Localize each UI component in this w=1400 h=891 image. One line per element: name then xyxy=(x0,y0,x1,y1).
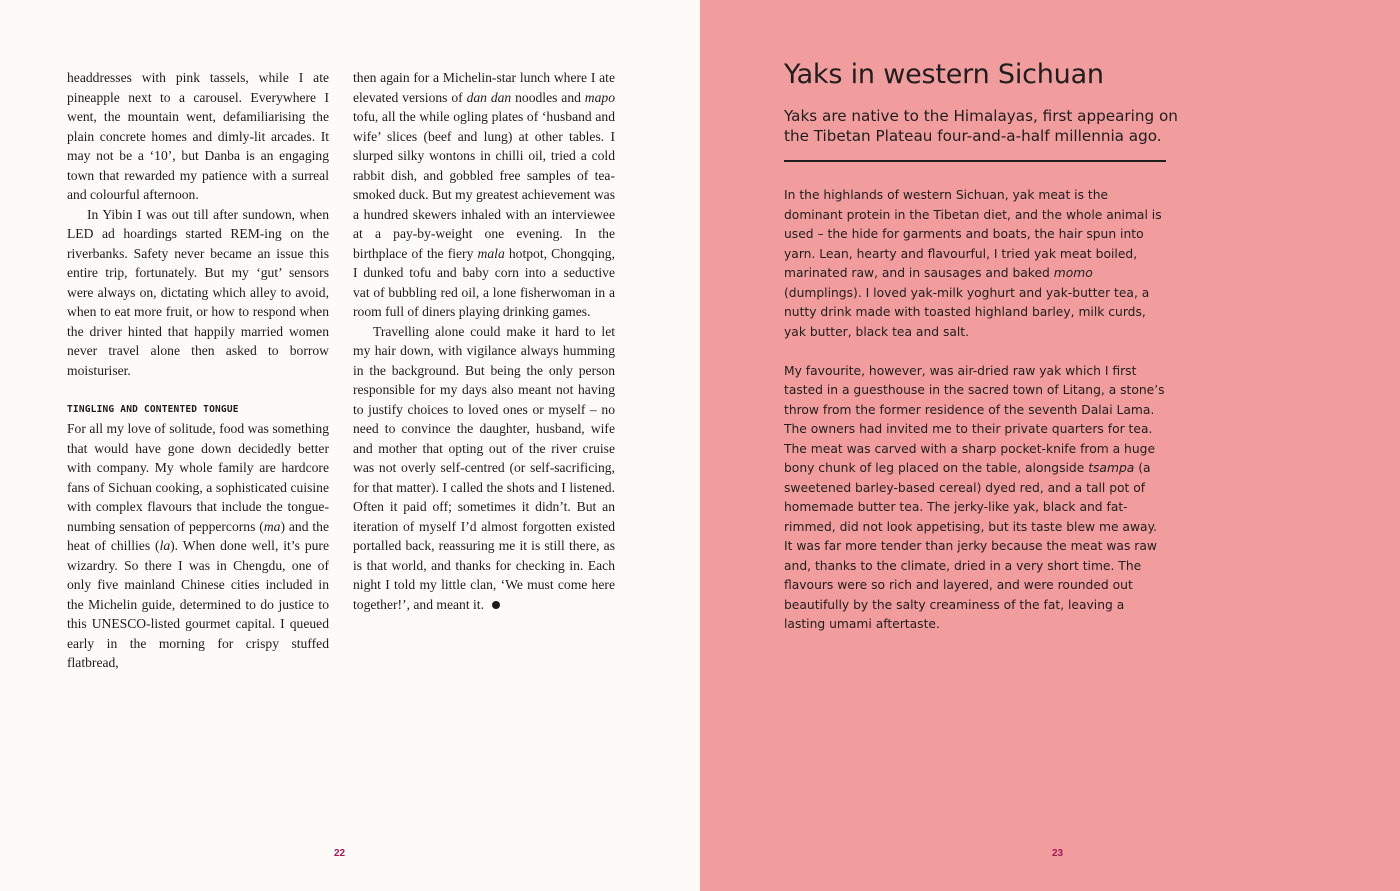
paragraph-yibin: In Yibin I was out till after sundown, when LED ad hoardings started REM-ing on the riverbanks. Safety never became an issue this entire trip, fortunately. But my ‘gut’ sensors were always on, dictating which alley to avoid, when to eat more fruit, or how to respond when the driver hinted that happily married women never travel alone then asked to borrow moisturiser. xyxy=(67,206,329,378)
section-subheading: TINGLING AND CONTENTED TONGUE xyxy=(67,403,239,415)
left-column-2 xyxy=(353,68,615,614)
divider xyxy=(784,160,1166,162)
end-of-article-mark xyxy=(492,601,500,609)
paragraph-danba: headdresses with pink tassels, while I ate pineapple next to a carousel. Everywhere I went, the mountain went, defamiliarising the plain concrete homes and dimly-lit arcades. It may not be a ‘10’, but Danba is an engaging town that rewarded my patience with a surreal and colourful afternoon. xyxy=(67,70,329,202)
sidebar-title: Yaks in western Sichuan xyxy=(784,59,1104,90)
sidebar-paragraph-1: In the highlands of western Sichuan, yak meat is the dominant protein in the Tibetan diet, and the whole animal is used – the hide for garments and boats, the hair spun into yarn. Lean, hearty and flavourful, I tried yak meat boiled, marinated raw, and in sausages and baked momo (dumplings). I loved yak-milk yoghurt and yak-butter tea, a nutty drink made with toasted highland barley, milk curds, yak butter, black tea and salt. xyxy=(784,188,1162,339)
right-page-sidebar xyxy=(700,0,1400,891)
page-number-left: 22 xyxy=(334,848,346,859)
sidebar-intro: Yaks are native to the Himalayas, first appearing on the Tibetan Plateau four-and-a-half millennia ago. xyxy=(784,107,1178,145)
page-number-right: 23 xyxy=(1052,848,1064,859)
paragraph-travelling-alone: Travelling alone could make it hard to let my hair down, with vigilance always humming in the background. But being the only person responsible for my days also meant not having to justify choices to loved ones or myself – no need to convince the daughter, husband, wife and mother that opting out of the river cruise was not overly self-centred (or self-sacrificing, for that matter). I called the shots and I listened. Often it paid off; sometimes it didn’t. But an iteration of myself I’d almost forgotten existed portalled back, reassuring me it is still there, as is that world, and thanks for checking in. Each night I told my little clan, ‘We must come here together!’, and meant it. xyxy=(353,323,615,612)
left-column-1 xyxy=(67,68,329,673)
paragraph-food: For all my love of solitude, food was something that would have gone down decidedly better with company. My whole family are hardcore fans of Sichuan cooking, a sophisticated cuisine with complex flavours that include the tongue-numbing sensation of peppercorns (ma) and the heat of chillies (la). When done well, it’s pure wizardry. So there I was in Chengdu, one of only five mainland Chinese cities included in the Michelin guide, determined to do justice to this UNESCO-listed gourmet capital. I queued early in the morning for crispy stuffed flatbread, xyxy=(67,421,329,670)
sidebar-body xyxy=(784,186,1166,635)
paragraph-michelin: then again for a Michelin-star lunch where I ate elevated versions of dan dan noodles and mapo tofu, all the while ogling plates of ‘husband and wife’ slices (beef and lung) at other tables. I slurped silky wontons in chilli oil, tried a cold rabbit dish, and gobbled free samples of tea-smoked duck. But my greatest achievement was a hundred skewers inhaled with an interviewee at a pay-by-weight one evening. In the birthplace of the fiery mala hotpot, Chongqing, I dunked tofu and baby corn into a seductive vat of bubbling red oil, a lone fisherwoman in a room full of diners playing drinking games. xyxy=(353,70,616,319)
sidebar-paragraph-2: My favourite, however, was air-dried raw yak which I first tasted in a guesthouse in the sacred town of Litang, a stone’s throw from the former residence of the seventh Dalai Lama. The owners had invited me to their private quarters for tea. The meat was carved with a sharp pocket-knife from a huge bony chunk of leg placed on the table, alongside tsampa (a sweetened barley-based cereal) dyed red, and a tall pot of homemade butter tea. The jerky-like yak, black and fat-rimmed, did not look appetising, but its taste blew me away. It was far more tender than jerky because the meat was raw and, thanks to the climate, dried in a very short time. The flavours were so rich and layered, and were rounded out beautifully by the salty creaminess of the fat, leaving a lasting umami aftertaste. xyxy=(784,363,1165,631)
